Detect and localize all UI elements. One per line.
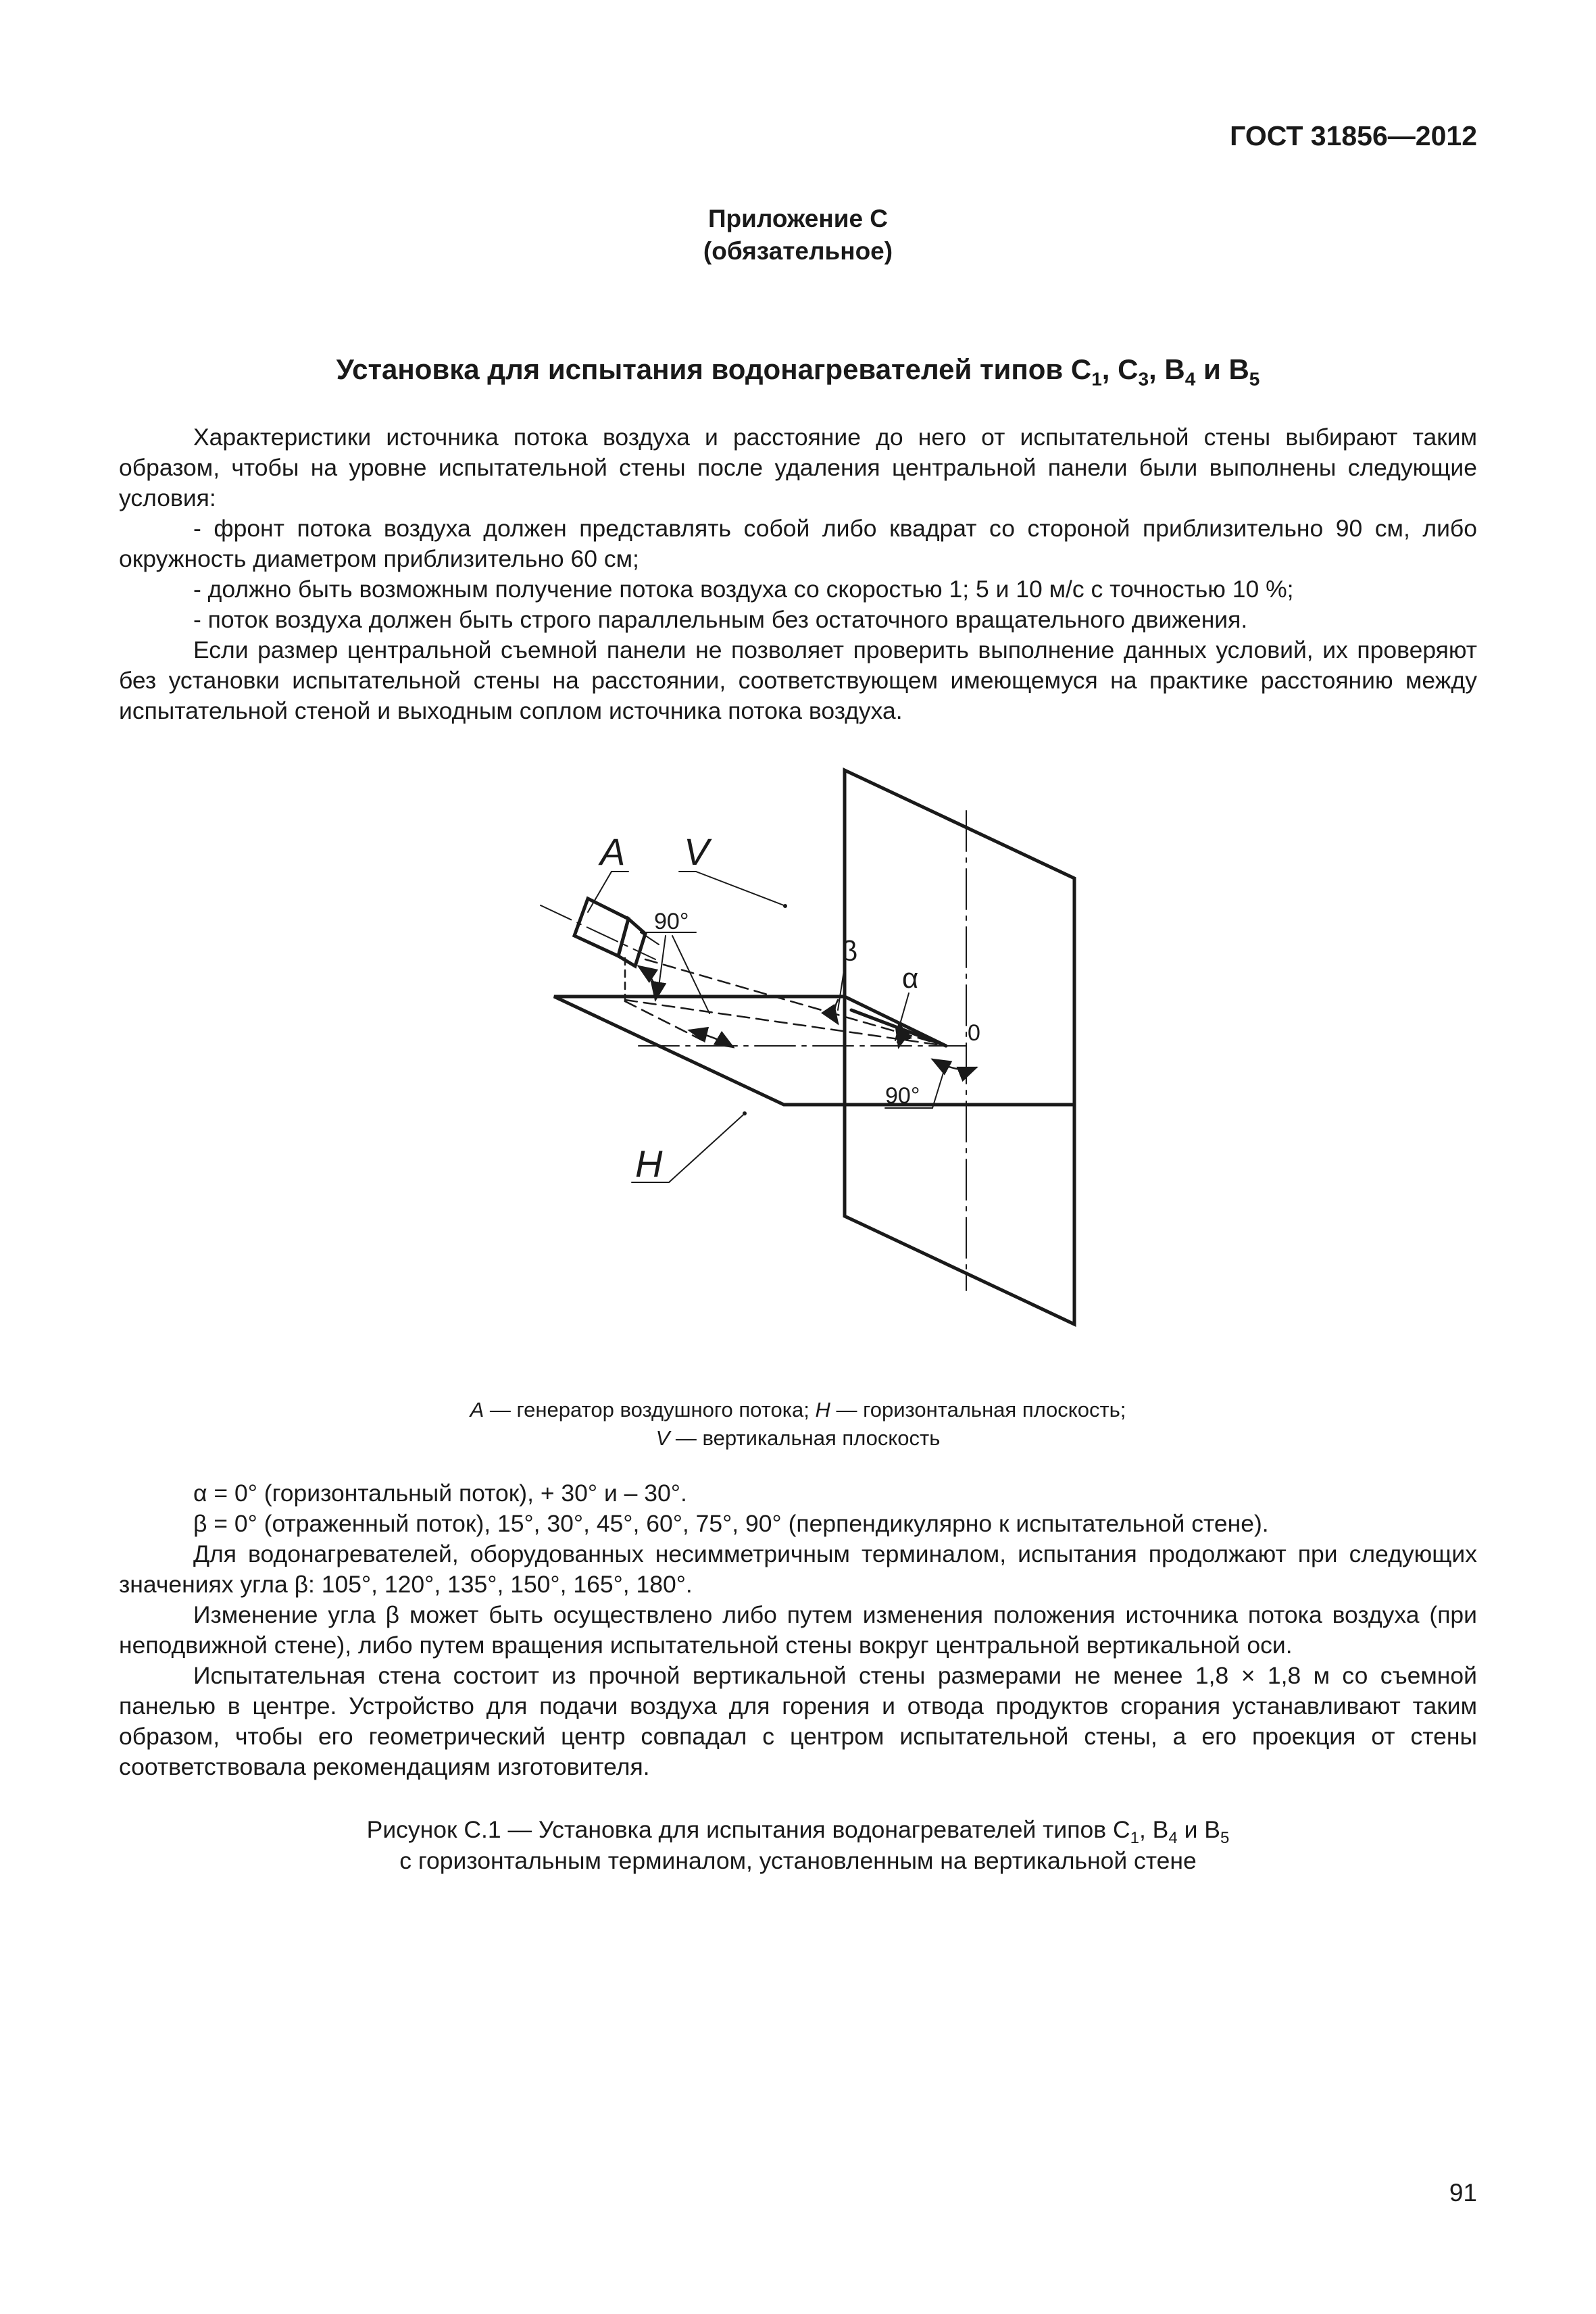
- label-h: H: [635, 1142, 663, 1185]
- paragraph: Для водонагревателей, оборудованных несимметричным терминалом, испытания продолжают при следующих значениях угла β: 105°, 120°, 135°, 150°, 165°, 180°.: [119, 1540, 1477, 1598]
- standard-code: ГОСТ 31856—2012: [1230, 120, 1477, 151]
- paragraph: Испытательная стена состоит из прочной вертикальной стены размерами не менее 1,8 × 1,8 м со съемной панелью в центре. Устройство для подачи воздуха для горения и отвода продуктов сгорания устанавливают таким образом, чтобы его геометрический центр совпадал с центром испытательной стены, а его проекция от стены соответствовала рекомендациям изготовителя.: [119, 1662, 1477, 1780]
- figure-legend-line2: V — вертикальная плоскость: [655, 1426, 941, 1450]
- paragraph: Изменение угла β может быть осуществлено либо путем изменения положения источника потока воздуха (при неподвижной стене), либо путем вращения испытательной стены вокруг центральной вертикальной оси.: [119, 1601, 1477, 1659]
- paragraph: - поток воздуха должен быть строго параллельным без остаточного вращательного движения.: [193, 606, 1248, 633]
- figure-caption-line2: с горизонтальным терминалом, установленным на вертикальной стене: [399, 1847, 1197, 1874]
- label-beta: β: [841, 935, 858, 967]
- horizontal-plane: [554, 997, 1074, 1105]
- page-number: 91: [1449, 2179, 1477, 2207]
- vertical-plane: [845, 770, 1074, 1324]
- label-angle-bottom: 90°: [885, 1083, 920, 1109]
- figure-legend-line1: A — генератор воздушного потока; H — горизонтальная плоскость;: [470, 1398, 1126, 1422]
- appendix-title: Приложение С: [707, 205, 889, 232]
- label-zero: 0: [968, 1020, 980, 1046]
- section-title: Установка для испытания водонагревателей типов $C_1$, $C_3$, $B_4$ и $B_5$: [336, 353, 1260, 390]
- paragraph: - фронт потока воздуха должен представлять собой либо квадрат со стороной приблизительно 90 см, либо окружность диаметром приблизительно 60 см;: [119, 515, 1477, 572]
- label-a: A: [600, 830, 626, 873]
- generator-box: [574, 899, 645, 966]
- intro-text: [119, 422, 1477, 726]
- appendix-status: (обязательное): [703, 237, 893, 265]
- body-text: [119, 1478, 1477, 1782]
- paragraph: Если размер центральной съемной панели не позволяет проверить выполнение данных условий, их проверяют без установки испытательной стены на расстоянии, соответствующем имеющемуся на практике расстоянию между испытательной стеной и выходным соплом источника потока воздуха.: [119, 636, 1477, 724]
- test-setup-figure: [500, 763, 1108, 1338]
- label-v: V: [684, 830, 709, 873]
- paragraph: α = 0° (горизонтальный поток), + 30° и – 30°.: [193, 1480, 687, 1507]
- label-angle-top: 90°: [654, 909, 689, 934]
- label-alpha: α: [902, 962, 919, 994]
- figure-caption-line1: Рисунок С.1 — Установка для испытания водонагревателей типов $C_1$, $B_4$ и $B_5$: [366, 1816, 1230, 1848]
- paragraph: β = 0° (отраженный поток), 15°, 30°, 45°, 60°, 75°, 90° (перпендикулярно к испытательной стене).: [193, 1510, 1269, 1537]
- paragraph: - должно быть возможным получение потока воздуха со скоростью 1; 5 и 10 м/с с точностью 10 %;: [193, 576, 1294, 603]
- paragraph: Характеристики источника потока воздуха и расстояние до него от испытательной стены выбирают таким образом, чтобы на уровне испытательной стены после удаления центральной панели были выполнены следующие условия:: [119, 424, 1477, 511]
